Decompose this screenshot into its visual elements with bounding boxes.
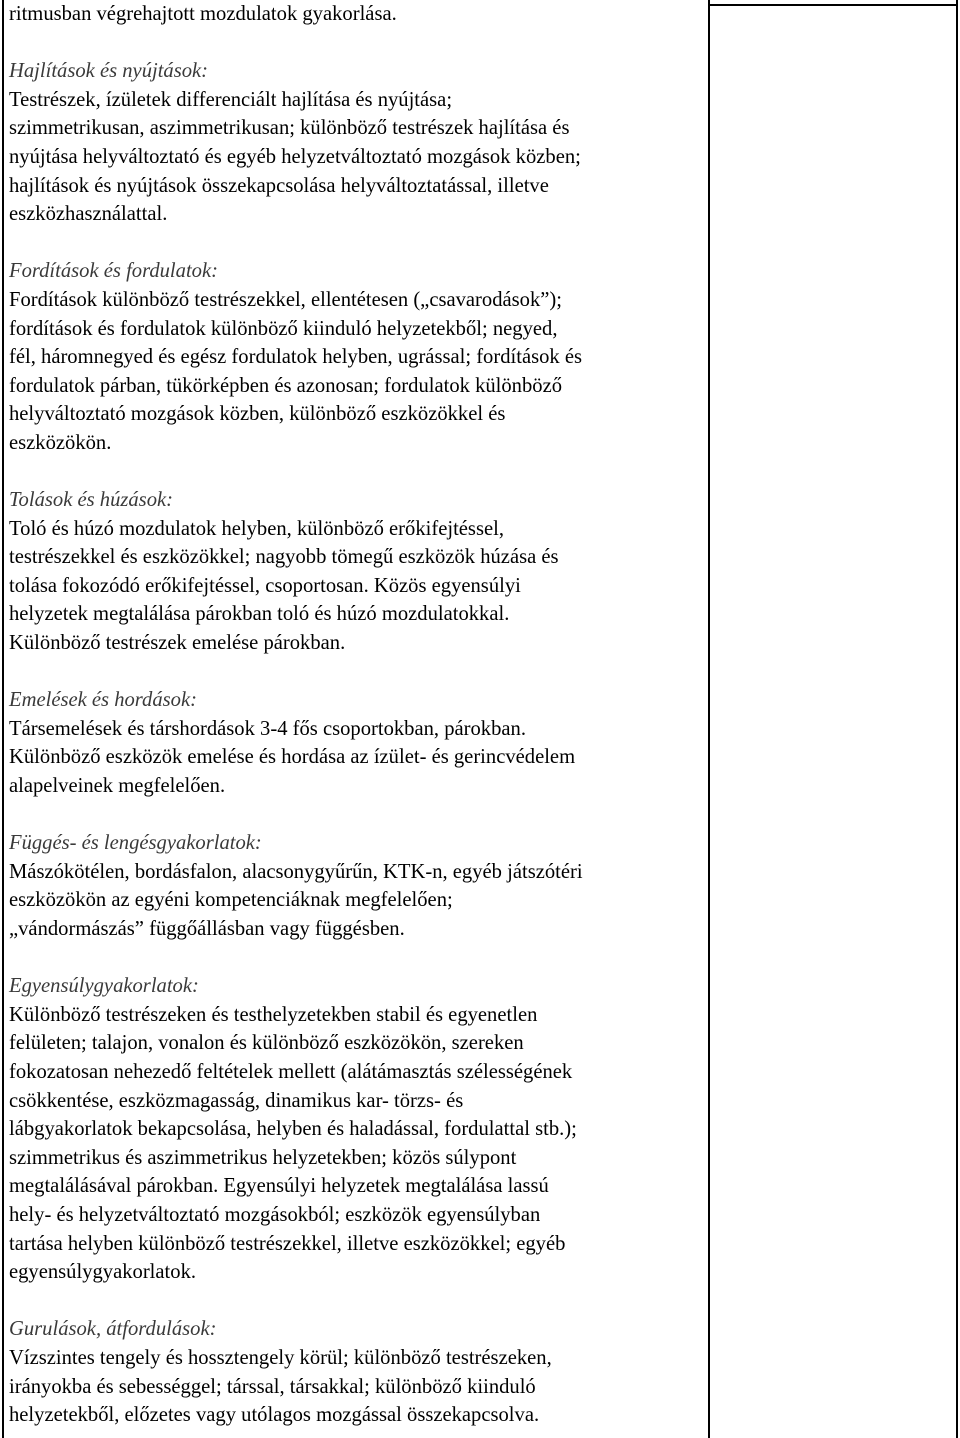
section-text-line: felületen; talajon, vonalon és különböző eszközökön, szereken <box>9 1032 524 1055</box>
section-text-line: Testrészek, ízületek differenciált hajlítása és nyújtása; <box>9 88 453 111</box>
section-text-line: fél, háromnegyed és egész fordulatok helyben, ugrással; fordítások és <box>9 346 583 369</box>
section-text-line: szimmetrikusan, aszimmetrikusan; különböző testrészek hajlítása és <box>9 117 570 140</box>
section-text-line: nyújtása helyváltoztató és egyéb helyzetváltoztató mozgások közben; <box>9 145 581 168</box>
section-text-line: testrészekkel és eszközökkel; nagyobb tömegű eszközök húzása és <box>9 546 559 569</box>
section-text-line: Különböző testrészek emelése párokban. <box>9 632 346 655</box>
section-text-line: helyzetek megtalálása párokban toló és húzó mozdulatokkal. <box>9 603 510 626</box>
section-text-line: tolása fokozódó erőkifejtéssel, csoportosan. Közös egyensúlyi <box>9 574 521 597</box>
section-heading: Hajlítások és nyújtások: <box>9 60 209 83</box>
section-heading: Gurulások, átfordulások: <box>9 1318 217 1341</box>
section-text-line: Különböző eszközök emelése és hordása az ízület- és gerincvédelem <box>9 746 576 769</box>
section <box>9 686 705 800</box>
empty-notes-cell <box>712 8 952 1428</box>
section-text-line: csökkentése, eszközmagasság, dinamikus kar- törzs- és <box>9 1089 464 1112</box>
section-text-line: helyváltoztató mozgások közben, különböző eszközökkel és <box>9 403 506 426</box>
intro-line: ritmusban végrehajtott mozdulatok gyakorlása. <box>9 3 397 25</box>
section-text-line: irányokba és sebességgel; társsal, társakkal; különböző kiinduló <box>9 1375 536 1398</box>
section-text-line: helyzetekből, előzetes vagy utólagos mozgással összekapcsolva. <box>9 1404 540 1427</box>
section <box>9 57 705 229</box>
section-text-line: fokozatosan nehezedő feltételek mellett (alátámasztás szélességének <box>9 1060 573 1083</box>
section-text-line: megtalálásával párokban. Egyensúlyi helyzetek megtalálása lassú <box>9 1175 549 1198</box>
section-heading: Fordítások és fordulatok: <box>9 260 218 283</box>
section-text-line: tartása helyben különböző testrészekkel, illetve eszközökkel; egyéb <box>9 1232 566 1255</box>
section <box>9 257 705 457</box>
section-text-line: hely- és helyzetváltoztató mozgásokból; eszközök egyensúlyban <box>9 1203 541 1226</box>
section-text-line: „vándormászás” függőállásban vagy függésben. <box>9 918 405 940</box>
section-text-line: egyensúlygyakorlatok. <box>9 1261 197 1284</box>
section-heading: Függés- és lengésgyakorlatok: <box>9 832 262 855</box>
section-text-line: lábgyakorlatok bekapcsolása, helyben és haladással, fordulattal stb.); <box>9 1118 577 1141</box>
section-heading: Emelések és hordások: <box>9 689 197 712</box>
section-text-line: Fordítások különböző testrészekkel, ellentétesen („csavarodások”); <box>9 288 562 311</box>
section-text-line: eszközhasználattal. <box>9 203 168 226</box>
sections-container <box>9 57 705 1430</box>
section <box>9 1315 705 1429</box>
content-cell <box>9 0 705 1430</box>
section-text-line: szimmetrikus és aszimmetrikus helyzetekben; közös súlypont <box>9 1146 517 1169</box>
section-text-line: Különböző testrészeken és testhelyzetekben stabil és egyenetlen <box>9 1003 538 1026</box>
section-heading: Egyensúlygyakorlatok: <box>9 975 199 998</box>
section-text-line: fordítások és fordulatok különböző kiinduló helyzetekből; negyed, <box>9 317 558 340</box>
section-heading: Tolások és húzások: <box>9 489 173 512</box>
section-text-line: eszközökön az egyéni kompetenciáknak megfelelően; <box>9 889 453 912</box>
column-divider <box>708 0 710 1438</box>
section <box>9 829 705 943</box>
right-cell-top-border <box>710 4 956 6</box>
section-text-line: hajlítások és nyújtások összekapcsolása helyváltoztatással, illetve <box>9 174 549 197</box>
section-text-line: Vízszintes tengely és hossztengely körül; különböző testrészeken, <box>9 1346 552 1369</box>
section-text-line: Társemelések és társhordások 3-4 fős csoportokban, párokban. <box>9 717 526 740</box>
section-text-line: Toló és húzó mozdulatok helyben, különböző erőkifejtéssel, <box>9 517 504 540</box>
section-text-line: Mászókötélen, bordásfalon, alacsonygyűrűn, KTK-n, egyéb játszótéri <box>9 860 583 883</box>
section-text-line: eszközökön. <box>9 431 112 454</box>
section-text-line: fordulatok párban, tükörképben és azonosan; fordulatok különböző <box>9 374 563 397</box>
section <box>9 972 705 1287</box>
section-text-line: alapelveinek megfelelően. <box>9 775 226 798</box>
section <box>9 486 705 658</box>
